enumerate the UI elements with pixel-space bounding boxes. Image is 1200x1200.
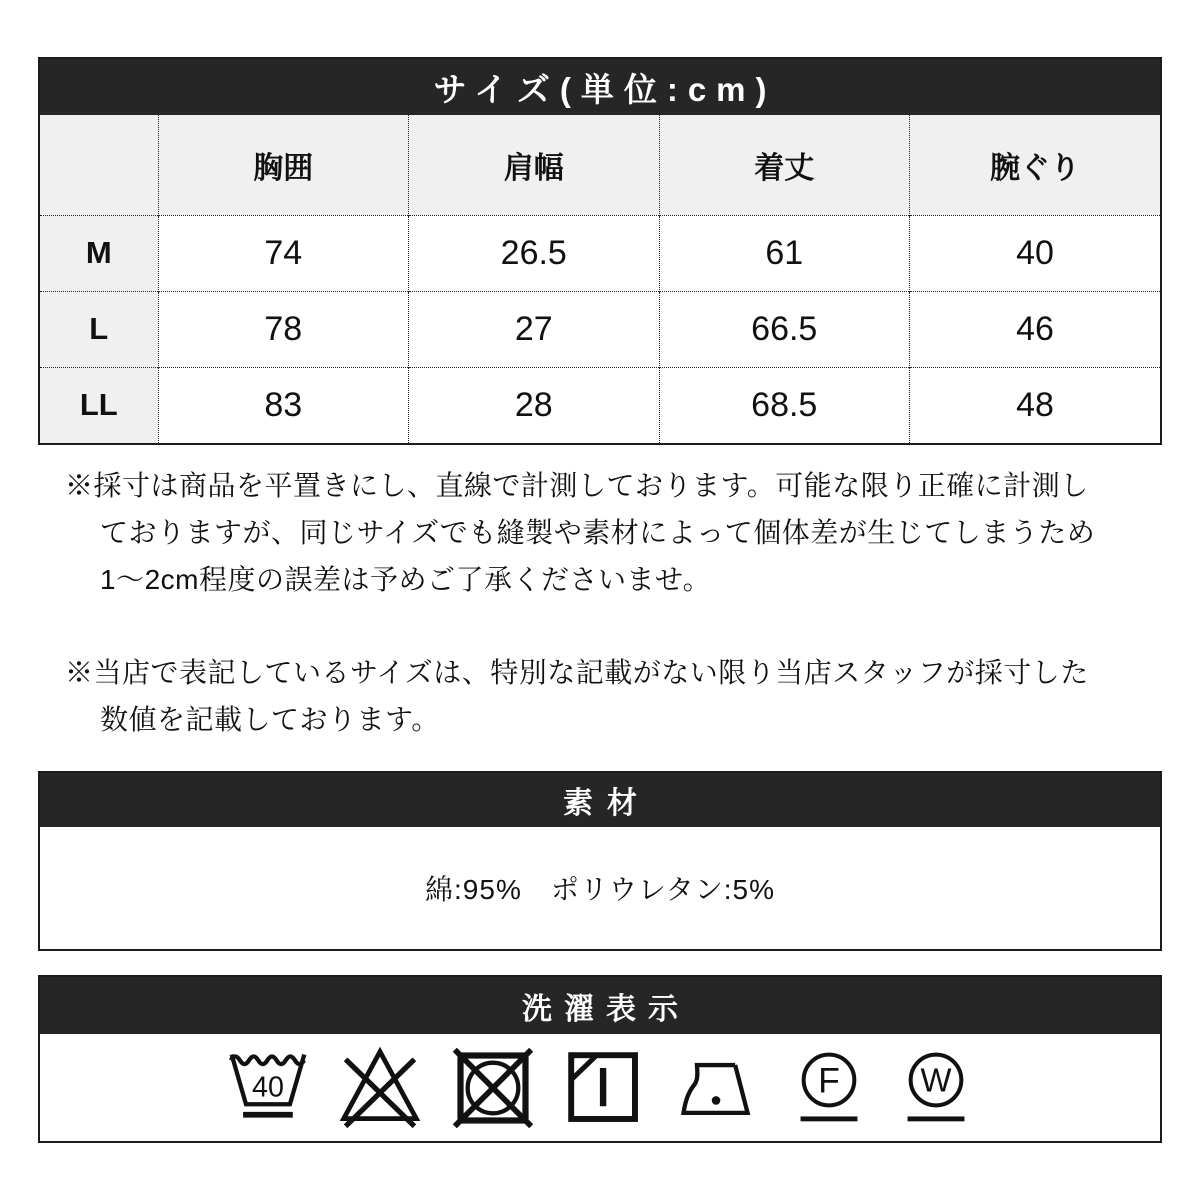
column-header-chest: 胸囲 [158, 115, 409, 215]
row-label-l: L [40, 291, 158, 367]
column-header-length: 着丈 [659, 115, 910, 215]
note-line: ※当店で表記しているサイズは、特別な記載がない限り当店スタッフが採寸した [65, 657, 1089, 688]
note-staff-measured [65, 649, 1162, 743]
material-section [38, 771, 1162, 951]
cell-ll-shoulder: 28 [409, 367, 660, 443]
size-section-title: サイズ(単位:cm) [433, 70, 777, 108]
note-line: 数値を記載しております。 [100, 704, 440, 735]
dry-clean-letter: F [818, 1059, 840, 1100]
cell-l-length: 66.5 [659, 291, 910, 367]
size-table-header-row [40, 115, 1160, 215]
care-symbol-row [40, 1034, 1160, 1141]
measurement-notes [65, 462, 1162, 743]
dry-clean-f-icon [789, 1045, 869, 1131]
table-row-l [40, 291, 1160, 367]
table-row-m [40, 215, 1160, 291]
care-section [38, 975, 1162, 1143]
note-measurement-accuracy [65, 462, 1162, 603]
material-title: 素材 [563, 787, 651, 820]
cell-l-shoulder: 27 [409, 291, 660, 367]
wash-40-icon [224, 1045, 310, 1131]
care-title: 洗濯表示 [522, 992, 690, 1026]
row-label-m: M [40, 215, 158, 291]
iron-low-icon [672, 1045, 762, 1131]
size-table-corner-cell [40, 115, 158, 215]
material-header-bar [40, 773, 1160, 827]
table-row-ll [40, 367, 1160, 443]
size-table [40, 115, 1160, 443]
no-tumble-dry-icon [450, 1045, 536, 1131]
cell-m-chest: 74 [158, 215, 409, 291]
material-composition: 綿:95% ポリウレタン:5% [425, 874, 775, 905]
note-line: ※採寸は商品を平置きにし、直線で計測しております。可能な限り正確に計測し [65, 470, 1089, 501]
column-header-shoulder: 肩幅 [409, 115, 660, 215]
row-label-ll: LL [40, 367, 158, 443]
line-dry-shade-icon [563, 1045, 645, 1131]
cell-ll-armhole: 48 [910, 367, 1161, 443]
cell-l-chest: 78 [158, 291, 409, 367]
cell-ll-chest: 83 [158, 367, 409, 443]
note-line: 1〜2cm程度の誤差は予めご了承くださいませ。 [100, 564, 712, 595]
cell-l-armhole: 46 [910, 291, 1161, 367]
note-line: ておりますが、同じサイズでも縫製や素材によって個体差が生じてしまうため [100, 517, 1096, 548]
size-section [38, 57, 1162, 445]
wet-clean-w-icon [896, 1045, 976, 1131]
cell-m-length: 61 [659, 215, 910, 291]
cell-m-shoulder: 26.5 [409, 215, 660, 291]
wash-temp-label: 40 [252, 1071, 284, 1104]
cell-m-armhole: 40 [910, 215, 1161, 291]
size-section-header-bar [40, 59, 1160, 115]
care-header-bar [40, 977, 1160, 1034]
cell-ll-length: 68.5 [659, 367, 910, 443]
no-bleach-icon [337, 1045, 423, 1131]
wet-clean-letter: W [920, 1061, 952, 1099]
column-header-armhole: 腕ぐり [910, 115, 1161, 215]
